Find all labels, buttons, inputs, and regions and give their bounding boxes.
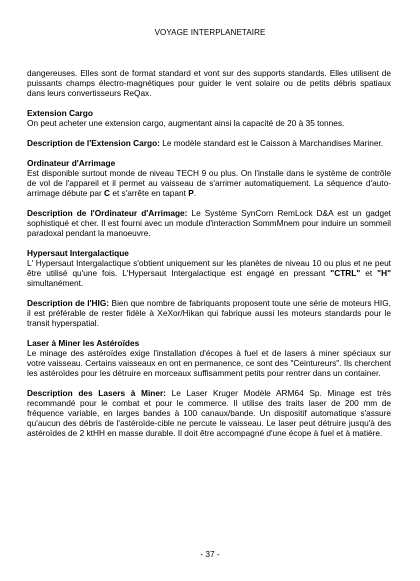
extension-cargo-heading: Extension Cargo [27,108,93,118]
page-header: VOYAGE INTERPLANETAIRE [154,28,266,37]
extension-cargo-text: On peut acheter une extension cargo, augmentant ainsi la capacité de 20 à 35 tonnes. [27,118,345,128]
key-p: P [188,188,194,198]
ordinateur-text-2: et s'arrête en tapant [110,188,189,198]
desc-extension-cargo-heading: Description de l'Extension Cargo: [27,138,160,148]
desc-lasers-section [27,388,391,438]
hypersaut-text-2: et [360,268,378,278]
laser-section [27,338,391,378]
page-number: - 37 - [200,549,220,559]
hypersaut-section [27,248,391,288]
ordinateur-text-1: Est disponible surtout monde de niveau TECH 9 ou plus. On l'installe dans le système de contrôle de vol de l'appareil et il permet au vaisseau de s'arrimer automatiquement. La séquence d'auto-arrimage débute par [27,168,391,198]
extension-cargo-section [27,108,391,128]
desc-ordinateur-text: Le Système SynCorn RemLock D&A est un gadget sophistiqué et cher. Il est fourni avec un module d'interaction SommMnem pour induire un sommeil paradoxal pendant la manoeuvre. [27,208,391,238]
ordinateur-heading: Ordinateur d'Arrimage [27,158,116,168]
desc-hig-heading: Description de l'HIG: [27,298,110,308]
desc-ordinateur-heading: Description de l'Ordinateur d'Arrimage: [27,208,188,218]
intro-text: dangereuses. Elles sont de format standard et vont sur des supports standards. Elles utilisent de puissants champs électro-magnétiques pour guider le vent solaire ou de petits débris spatiaux dans leurs convertisseurs ReQax. [27,68,391,98]
key-ctrl: "CTRL" [330,268,361,278]
page-body [27,68,391,448]
hypersaut-text-3: simultanément. [27,278,84,288]
desc-lasers-heading: Description des Lasers à Miner: [27,388,166,398]
desc-hig-text: Bien que nombre de fabriquants proposent toute une série de moteurs HIG, il est préférable de rester fidèle à XeXor/Hikan qui fabrique aussi les moteurs standards pour le transit hyperspatial. [27,298,391,328]
key-h: "H" [377,268,391,278]
ordinateur-text-3: . [193,188,197,198]
laser-heading: Laser à Miner les Astéroïdes [27,338,140,348]
intro-paragraph [27,68,391,98]
ordinateur-section [27,158,391,198]
desc-ordinateur-section [27,208,391,238]
laser-text: Le minage des astéroïdes exige l'installation d'écopes à fuel et de lasers à miner spéciaux sur votre vaisseau. Certains vaisseaux en ont en permanence, ce sont des "Ceintureurs". Ils cherchent les astéroïdes pour les détruire en morceaux suffisamment petits pour rentrer dans un container. [27,348,391,378]
hypersaut-heading: Hypersaut Intergalactique [27,248,129,258]
desc-extension-cargo-text: Le modèle standard est le Caisson à Marchandises Mariner. [159,138,384,148]
desc-lasers-text: Le Laser Kruger Modèle ARM64 Sp. Minage est très recommandé pour le combat et pour le commerce. Il utilise des traits laser de 200 mm de fréquence variable, en larges bandes à 100 canaux/bande. Un dispositif automatique s'assure qu'aucun des débris de l'astéroïde-cible ne percute le vaisseau. Le laser peut détruire jusqu'à des astéroïdes de 2 ktHH en masse durable. Il doit être accompagné d'une écope à fuel et à matière. [27,388,391,438]
desc-extension-cargo-section [27,138,391,148]
key-c: C [104,188,111,198]
hypersaut-text-1: L' Hypersaut Intergalactique s'obtient uniquement sur les planètes de niveau 10 ou plus et ne peut être utilisé qu'une fois. L'Hypersaut Intergalactique est engagé en pressant [27,258,391,278]
desc-hig-section [27,298,391,328]
